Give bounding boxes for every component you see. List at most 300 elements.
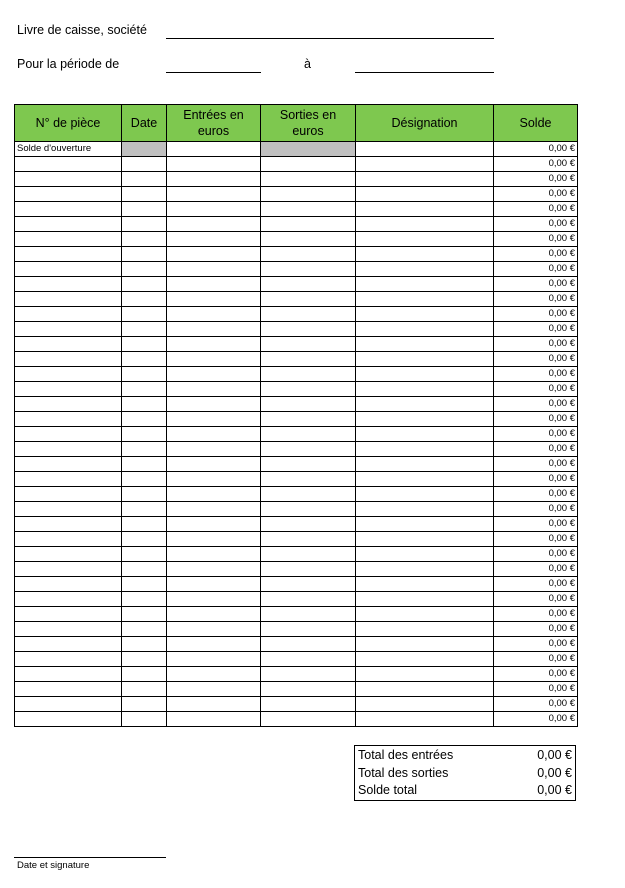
signature-label: Date et signature (17, 860, 90, 871)
date-cell[interactable] (122, 592, 167, 607)
table-row (15, 652, 578, 667)
entries-cell[interactable] (167, 397, 261, 412)
exits-cell[interactable] (261, 217, 356, 232)
entries-cell[interactable] (167, 322, 261, 337)
piece-number-cell[interactable] (15, 667, 122, 682)
exits-cell[interactable] (261, 487, 356, 502)
entries-cell[interactable] (167, 712, 261, 727)
piece-number-cell[interactable] (15, 352, 122, 367)
entries-cell[interactable] (167, 412, 261, 427)
balance-cell: 0,00 € (494, 442, 578, 457)
table-row (15, 532, 578, 547)
piece-number-cell[interactable] (15, 397, 122, 412)
table-row (15, 217, 578, 232)
designation-cell[interactable] (356, 322, 494, 337)
balance-cell: 0,00 € (494, 622, 578, 637)
piece-number-cell[interactable] (15, 607, 122, 622)
balance-cell: 0,00 € (494, 592, 578, 607)
entries-cell[interactable] (167, 202, 261, 217)
col-header-entries: Entrées en euros (167, 105, 261, 142)
date-cell[interactable] (122, 337, 167, 352)
period-start-line[interactable] (166, 72, 261, 73)
exits-cell[interactable] (261, 442, 356, 457)
piece-number-cell[interactable] (15, 157, 122, 172)
entries-cell[interactable] (167, 532, 261, 547)
balance-cell: 0,00 € (494, 607, 578, 622)
date-cell[interactable] (122, 262, 167, 277)
date-cell[interactable] (122, 562, 167, 577)
entries-cell[interactable] (167, 547, 261, 562)
exits-cell[interactable] (261, 427, 356, 442)
table-row (15, 172, 578, 187)
piece-number-cell[interactable] (15, 532, 122, 547)
date-cell[interactable] (122, 172, 167, 187)
designation-cell[interactable] (356, 577, 494, 592)
piece-number-cell[interactable] (15, 307, 122, 322)
designation-cell[interactable] (356, 202, 494, 217)
entries-cell[interactable] (167, 457, 261, 472)
table-row (15, 622, 578, 637)
entries-cell[interactable] (167, 502, 261, 517)
table-row (15, 457, 578, 472)
date-cell[interactable] (122, 352, 167, 367)
date-cell[interactable] (122, 412, 167, 427)
exits-cell[interactable] (261, 472, 356, 487)
balance-cell: 0,00 € (494, 382, 578, 397)
entries-cell[interactable] (167, 172, 261, 187)
balance-cell: 0,00 € (494, 637, 578, 652)
piece-number-cell[interactable] (15, 562, 122, 577)
table-row (15, 397, 578, 412)
designation-cell[interactable] (356, 652, 494, 667)
balance-cell: 0,00 € (494, 412, 578, 427)
piece-number-cell[interactable] (15, 577, 122, 592)
balance-cell: 0,00 € (494, 562, 578, 577)
designation-cell[interactable] (356, 442, 494, 457)
total-entries-row (358, 747, 572, 765)
date-cell[interactable] (122, 457, 167, 472)
piece-number-cell[interactable] (15, 262, 122, 277)
balance-cell: 0,00 € (494, 217, 578, 232)
piece-number-cell[interactable] (15, 472, 122, 487)
date-cell[interactable] (122, 667, 167, 682)
designation-cell[interactable] (356, 382, 494, 397)
table-row (15, 307, 578, 322)
balance-cell: 0,00 € (494, 712, 578, 727)
exits-cell[interactable] (261, 712, 356, 727)
entries-cell[interactable] (167, 337, 261, 352)
exits-cell[interactable] (261, 412, 356, 427)
table-row (15, 367, 578, 382)
table-row (15, 697, 578, 712)
piece-number-cell[interactable] (15, 592, 122, 607)
balance-cell: 0,00 € (494, 457, 578, 472)
exits-cell[interactable] (261, 577, 356, 592)
balance-cell: 0,00 € (494, 517, 578, 532)
piece-number-cell[interactable] (15, 337, 122, 352)
date-cell[interactable] (122, 682, 167, 697)
exits-cell[interactable] (261, 652, 356, 667)
table-header-row (15, 105, 578, 142)
col-header-date: Date (122, 105, 167, 142)
exits-cell[interactable] (261, 247, 356, 262)
table-row (15, 187, 578, 202)
col-header-designation: Désignation (356, 105, 494, 142)
table-row (15, 562, 578, 577)
balance-cell: 0,00 € (494, 367, 578, 382)
piece-number-cell[interactable] (15, 202, 122, 217)
designation-cell[interactable] (356, 217, 494, 232)
piece-number-cell[interactable] (15, 682, 122, 697)
balance-cell: 0,00 € (494, 277, 578, 292)
table-row (15, 517, 578, 532)
piece-number-cell[interactable] (15, 547, 122, 562)
signature-line[interactable] (14, 857, 166, 858)
date-cell[interactable] (122, 442, 167, 457)
total-entries-label: Total des entrées (358, 748, 454, 762)
designation-cell[interactable] (356, 532, 494, 547)
piece-number-cell[interactable] (15, 247, 122, 262)
balance-cell: 0,00 € (494, 172, 578, 187)
entries-cell[interactable] (167, 517, 261, 532)
designation-cell[interactable] (356, 142, 494, 157)
table-row (15, 607, 578, 622)
date-cell[interactable] (122, 292, 167, 307)
date-cell[interactable] (122, 247, 167, 262)
cash-ledger-table (14, 104, 578, 727)
exits-cell[interactable] (261, 592, 356, 607)
entries-cell[interactable] (167, 622, 261, 637)
piece-number-cell[interactable] (15, 697, 122, 712)
designation-cell[interactable] (356, 172, 494, 187)
piece-number-cell[interactable] (15, 187, 122, 202)
period-to-label: à (304, 57, 311, 71)
balance-cell: 0,00 € (494, 187, 578, 202)
totals-box (354, 745, 576, 801)
designation-cell[interactable] (356, 562, 494, 577)
date-cell[interactable] (122, 577, 167, 592)
exits-cell[interactable] (261, 157, 356, 172)
piece-number-cell[interactable] (15, 622, 122, 637)
designation-cell[interactable] (356, 367, 494, 382)
date-cell[interactable] (122, 547, 167, 562)
exits-cell[interactable] (261, 367, 356, 382)
balance-cell: 0,00 € (494, 322, 578, 337)
exits-cell[interactable] (261, 232, 356, 247)
balance-cell: 0,00 € (494, 487, 578, 502)
total-balance-label: Solde total (358, 783, 418, 797)
entries-cell[interactable] (167, 262, 261, 277)
date-cell (122, 142, 167, 157)
exits-cell[interactable] (261, 382, 356, 397)
balance-cell: 0,00 € (494, 502, 578, 517)
designation-cell[interactable] (356, 712, 494, 727)
entries-cell[interactable] (167, 142, 261, 157)
piece-number-cell[interactable] (15, 292, 122, 307)
date-cell[interactable] (122, 712, 167, 727)
exits-cell[interactable] (261, 547, 356, 562)
date-cell[interactable] (122, 217, 167, 232)
piece-number-cell[interactable] (15, 502, 122, 517)
col-header-exits: Sorties en euros (261, 105, 356, 142)
company-name-line[interactable] (166, 38, 494, 39)
entries-cell[interactable] (167, 307, 261, 322)
entries-cell[interactable] (167, 697, 261, 712)
exits-cell[interactable] (261, 682, 356, 697)
entries-cell[interactable] (167, 667, 261, 682)
table-row (15, 592, 578, 607)
entries-cell[interactable] (167, 157, 261, 172)
designation-cell[interactable] (356, 472, 494, 487)
entries-cell[interactable] (167, 217, 261, 232)
table-row (15, 232, 578, 247)
date-cell[interactable] (122, 232, 167, 247)
exits-cell[interactable] (261, 187, 356, 202)
piece-number-cell[interactable] (15, 487, 122, 502)
table-row (15, 322, 578, 337)
table-row (15, 382, 578, 397)
designation-cell[interactable] (356, 622, 494, 637)
entries-cell[interactable] (167, 637, 261, 652)
exits-cell[interactable] (261, 262, 356, 277)
balance-cell: 0,00 € (494, 262, 578, 277)
date-cell[interactable] (122, 157, 167, 172)
designation-cell[interactable] (356, 352, 494, 367)
table-row (15, 682, 578, 697)
designation-cell[interactable] (356, 487, 494, 502)
entries-cell[interactable] (167, 232, 261, 247)
balance-cell: 0,00 € (494, 397, 578, 412)
piece-number-cell[interactable] (15, 232, 122, 247)
exits-cell[interactable] (261, 277, 356, 292)
designation-cell[interactable] (356, 412, 494, 427)
table-row (15, 157, 578, 172)
designation-cell[interactable] (356, 547, 494, 562)
exits-cell[interactable] (261, 622, 356, 637)
date-cell[interactable] (122, 307, 167, 322)
date-cell[interactable] (122, 697, 167, 712)
date-cell[interactable] (122, 487, 167, 502)
total-exits-row (358, 765, 572, 783)
balance-cell: 0,00 € (494, 202, 578, 217)
exits-cell[interactable] (261, 502, 356, 517)
period-end-line[interactable] (355, 72, 494, 73)
designation-cell[interactable] (356, 187, 494, 202)
table-row (15, 412, 578, 427)
designation-cell[interactable] (356, 457, 494, 472)
date-cell[interactable] (122, 502, 167, 517)
total-exits-value: 0,00 € (537, 765, 572, 780)
exits-cell[interactable] (261, 457, 356, 472)
piece-number-cell[interactable] (15, 172, 122, 187)
designation-cell[interactable] (356, 397, 494, 412)
piece-number-cell[interactable] (15, 217, 122, 232)
designation-cell[interactable] (356, 697, 494, 712)
balance-cell: 0,00 € (494, 337, 578, 352)
date-cell[interactable] (122, 277, 167, 292)
entries-cell[interactable] (167, 472, 261, 487)
designation-cell[interactable] (356, 517, 494, 532)
balance-cell: 0,00 € (494, 682, 578, 697)
table-row (15, 202, 578, 217)
piece-number-cell[interactable] (15, 367, 122, 382)
entries-cell[interactable] (167, 562, 261, 577)
period-label: Pour la période de (17, 57, 120, 71)
table-row (15, 667, 578, 682)
table-row (15, 547, 578, 562)
table-row (15, 277, 578, 292)
table-row (15, 577, 578, 592)
designation-cell[interactable] (356, 502, 494, 517)
exits-cell[interactable] (261, 292, 356, 307)
table-row (15, 487, 578, 502)
exits-cell[interactable] (261, 307, 356, 322)
entries-cell[interactable] (167, 607, 261, 622)
table-row (15, 472, 578, 487)
piece-number-cell[interactable] (15, 322, 122, 337)
designation-cell[interactable] (356, 427, 494, 442)
col-header-balance: Solde (494, 105, 578, 142)
entries-cell[interactable] (167, 577, 261, 592)
entries-cell[interactable] (167, 442, 261, 457)
entries-cell[interactable] (167, 247, 261, 262)
balance-cell: 0,00 € (494, 292, 578, 307)
exits-cell[interactable] (261, 562, 356, 577)
designation-cell[interactable] (356, 337, 494, 352)
ledger-body (15, 142, 578, 727)
total-exits-label: Total des sorties (358, 765, 449, 780)
exits-cell[interactable] (261, 607, 356, 622)
date-cell[interactable] (122, 187, 167, 202)
designation-cell[interactable] (356, 157, 494, 172)
date-cell[interactable] (122, 607, 167, 622)
entries-cell[interactable] (167, 427, 261, 442)
table-row (15, 292, 578, 307)
entries-cell[interactable] (167, 277, 261, 292)
table-row (15, 427, 578, 442)
date-cell[interactable] (122, 367, 167, 382)
table-row (15, 262, 578, 277)
designation-cell[interactable] (356, 262, 494, 277)
balance-cell: 0,00 € (494, 667, 578, 682)
date-cell[interactable] (122, 322, 167, 337)
piece-number-cell[interactable] (15, 427, 122, 442)
designation-cell[interactable] (356, 682, 494, 697)
date-cell[interactable] (122, 382, 167, 397)
balance-cell: 0,00 € (494, 232, 578, 247)
total-entries-value: 0,00 € (537, 748, 572, 762)
balance-cell: 0,00 € (494, 427, 578, 442)
balance-cell: 0,00 € (494, 532, 578, 547)
entries-cell[interactable] (167, 592, 261, 607)
piece-number-cell[interactable] (15, 412, 122, 427)
date-cell[interactable] (122, 202, 167, 217)
designation-cell[interactable] (356, 607, 494, 622)
exits-cell[interactable] (261, 637, 356, 652)
designation-cell[interactable] (356, 232, 494, 247)
piece-number-cell[interactable] (15, 652, 122, 667)
designation-cell[interactable] (356, 592, 494, 607)
balance-cell: 0,00 € (494, 652, 578, 667)
entries-cell[interactable] (167, 382, 261, 397)
balance-cell: 0,00 € (494, 307, 578, 322)
exits-cell[interactable] (261, 667, 356, 682)
piece-number-cell[interactable] (15, 382, 122, 397)
designation-cell[interactable] (356, 292, 494, 307)
designation-cell[interactable] (356, 307, 494, 322)
table-row (15, 637, 578, 652)
balance-cell: 0,00 € (494, 547, 578, 562)
table-row (15, 442, 578, 457)
entries-cell[interactable] (167, 652, 261, 667)
balance-cell: 0,00 € (494, 577, 578, 592)
piece-number-cell[interactable] (15, 457, 122, 472)
date-cell[interactable] (122, 397, 167, 412)
total-balance-row (358, 782, 572, 800)
date-cell[interactable] (122, 472, 167, 487)
exits-cell[interactable] (261, 532, 356, 547)
entries-cell[interactable] (167, 487, 261, 502)
designation-cell[interactable] (356, 637, 494, 652)
exits-cell[interactable] (261, 322, 356, 337)
entries-cell[interactable] (167, 292, 261, 307)
table-row (15, 712, 578, 727)
exits-cell[interactable] (261, 697, 356, 712)
table-row (15, 352, 578, 367)
total-balance-value: 0,00 € (537, 783, 572, 797)
exits-cell[interactable] (261, 172, 356, 187)
date-cell[interactable] (122, 652, 167, 667)
exits-cell[interactable] (261, 517, 356, 532)
date-cell[interactable] (122, 637, 167, 652)
exits-cell (261, 142, 356, 157)
balance-cell: 0,00 € (494, 697, 578, 712)
balance-cell: 0,00 € (494, 142, 578, 157)
exits-cell[interactable] (261, 202, 356, 217)
entries-cell[interactable] (167, 187, 261, 202)
balance-cell: 0,00 € (494, 352, 578, 367)
opening-balance-label: Solde d'ouverture (15, 142, 122, 157)
piece-number-cell[interactable] (15, 442, 122, 457)
balance-cell: 0,00 € (494, 157, 578, 172)
date-cell[interactable] (122, 622, 167, 637)
designation-cell[interactable] (356, 667, 494, 682)
piece-number-cell[interactable] (15, 277, 122, 292)
table-row (15, 502, 578, 517)
table-row (15, 247, 578, 262)
balance-cell: 0,00 € (494, 472, 578, 487)
date-cell[interactable] (122, 532, 167, 547)
piece-number-cell[interactable] (15, 637, 122, 652)
balance-cell: 0,00 € (494, 247, 578, 262)
designation-cell[interactable] (356, 247, 494, 262)
opening-balance-row (15, 142, 578, 157)
date-cell[interactable] (122, 517, 167, 532)
exits-cell[interactable] (261, 352, 356, 367)
designation-cell[interactable] (356, 277, 494, 292)
table-row (15, 337, 578, 352)
date-cell[interactable] (122, 427, 167, 442)
piece-number-cell[interactable] (15, 712, 122, 727)
entries-cell[interactable] (167, 352, 261, 367)
piece-number-cell[interactable] (15, 517, 122, 532)
exits-cell[interactable] (261, 337, 356, 352)
col-header-piece-number: N° de pièce (15, 105, 122, 142)
company-label: Livre de caisse, société (17, 23, 147, 37)
exits-cell[interactable] (261, 397, 356, 412)
entries-cell[interactable] (167, 682, 261, 697)
entries-cell[interactable] (167, 367, 261, 382)
